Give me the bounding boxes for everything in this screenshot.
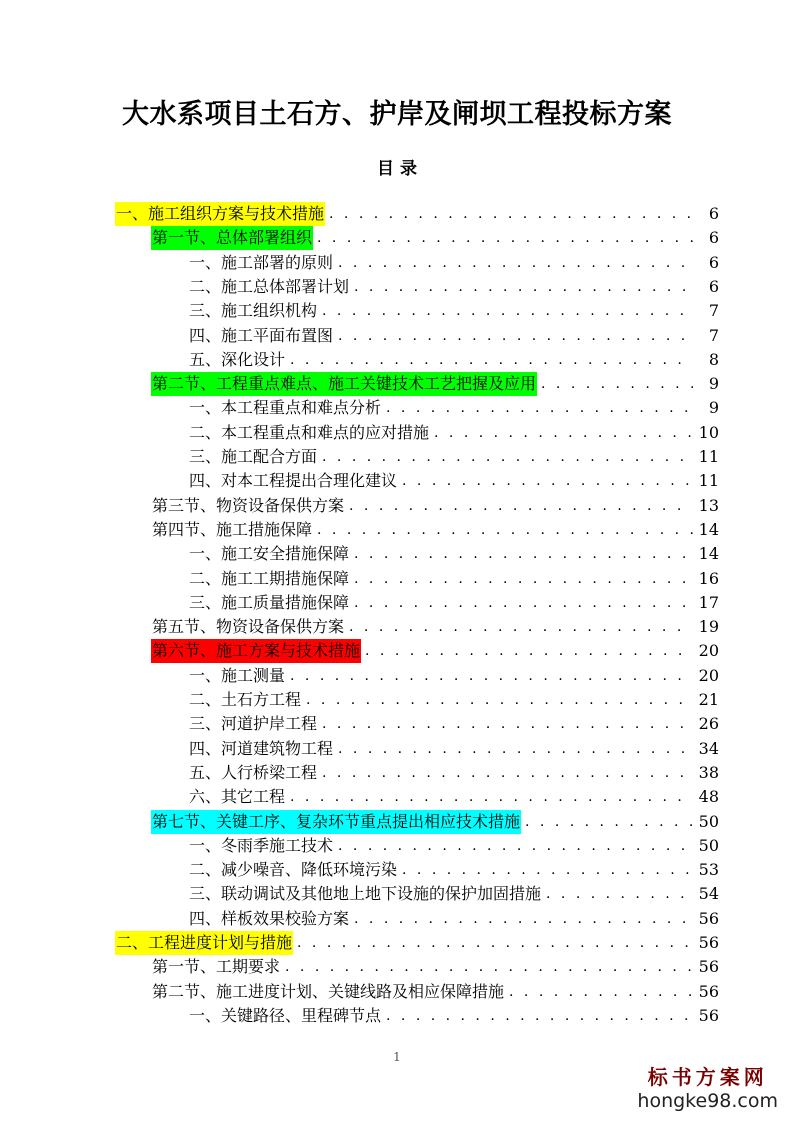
- toc-entry-label: 第二节、工程重点难点、施工关键技术工艺把握及应用: [151, 372, 537, 396]
- toc-leader-dots: [329, 202, 693, 226]
- toc-leader-dots: [338, 834, 693, 858]
- toc-entry-label: 第二节、施工进度计划、关键线路及相应保障措施: [152, 981, 505, 1001]
- toc-entry[interactable]: [188, 712, 719, 736]
- toc-leader-dots: [349, 494, 693, 518]
- toc-entry-page: 54: [698, 884, 719, 904]
- toc-heading: 目 录: [377, 159, 417, 179]
- toc-leader-dots: [365, 639, 693, 663]
- toc-leader-dots: [434, 421, 693, 445]
- watermark-logo: [637, 1061, 778, 1112]
- toc-entry-label: 第四节、施工措施保障: [152, 519, 313, 539]
- toc-entry[interactable]: [151, 639, 719, 663]
- toc-entry-page: 8: [708, 349, 719, 369]
- toc-leader-dots: [402, 469, 693, 493]
- toc-entry[interactable]: [188, 688, 719, 712]
- toc-entry-page: 10: [698, 422, 719, 442]
- toc-entry-label: 第七节、关键工序、复杂环节重点提出相应技术措施: [151, 810, 521, 834]
- toc-entry-page: 38: [698, 762, 719, 782]
- toc-entry-label: 第一节、工期要求: [152, 957, 281, 977]
- toc-leader-dots: [354, 907, 693, 931]
- toc-entry-page: 14: [698, 519, 719, 539]
- toc-entry[interactable]: [188, 542, 719, 566]
- toc-leader-dots: [338, 251, 693, 275]
- toc-entry-page: 56: [698, 957, 719, 977]
- toc-entry[interactable]: [188, 567, 719, 591]
- toc-entry[interactable]: [188, 785, 719, 809]
- toc-entry[interactable]: [151, 810, 719, 834]
- toc-leader-dots: [338, 737, 693, 761]
- toc-entry-page: 56: [698, 981, 719, 1001]
- toc-entry-label: 三、施工配合方面: [189, 447, 318, 466]
- toc-entry-page: 13: [698, 495, 719, 515]
- toc-entry-label: 第六节、施工方案与技术措施: [151, 639, 361, 663]
- toc-entry-page: 6: [708, 204, 719, 223]
- toc-entry-label: 四、对本工程提出合理化建议: [189, 471, 398, 491]
- toc-entry-page: 9: [708, 398, 719, 418]
- toc-entry-label: 三、施工质量措施保障: [189, 592, 350, 612]
- toc-leader-dots: [546, 882, 693, 906]
- toc-entry-label: 二、工程进度计划与措施: [115, 931, 293, 955]
- toc-entry-page: 6: [708, 252, 719, 272]
- toc-entry-label: 第一节、总体部署组织: [151, 226, 313, 250]
- toc-entry-label: 三、联动调试及其他地上地下设施的保护加固措施: [189, 884, 542, 904]
- toc-entry-label: 六、其它工程: [189, 787, 286, 807]
- toc-leader-dots: [402, 858, 693, 882]
- toc-leader-dots: [322, 445, 693, 469]
- toc-entry-page: 6: [708, 276, 719, 296]
- toc-entry-label: 二、施工工期措施保障: [189, 568, 350, 588]
- toc-entry[interactable]: [188, 1004, 719, 1028]
- toc-entry-label: 一、施工测量: [189, 665, 286, 685]
- toc-entry-label: 三、施工组织机构: [189, 301, 318, 321]
- toc-entry[interactable]: [151, 372, 719, 396]
- toc-entry-label: 一、关键路径、里程碑节点: [189, 1005, 382, 1025]
- toc-entry[interactable]: [151, 518, 719, 542]
- toc-entry[interactable]: [151, 980, 719, 1004]
- toc-leader-dots: [297, 931, 693, 955]
- toc-entry-label: 四、河道建筑物工程: [189, 738, 334, 758]
- toc-entry-label: 第三节、物资设备保供方案: [152, 495, 345, 515]
- watermark-url: hongke98.com: [637, 1090, 778, 1112]
- toc-entry-page: 34: [698, 738, 719, 758]
- toc-entry[interactable]: [151, 226, 719, 250]
- toc-entry-page: 11: [698, 471, 719, 491]
- toc-entry-page: 6: [708, 228, 719, 248]
- toc-entry[interactable]: [188, 275, 719, 299]
- toc-entry-label: 一、施工安全措施保障: [189, 544, 350, 564]
- toc-leader-dots: [290, 348, 693, 372]
- toc-entry-page: 21: [698, 690, 719, 709]
- toc-entry-label: 五、人行桥梁工程: [189, 762, 318, 782]
- toc-leader-dots: [386, 1004, 693, 1028]
- toc-entry[interactable]: [188, 834, 719, 858]
- toc-leader-dots: [317, 518, 693, 542]
- toc-entry-page: 7: [708, 325, 719, 345]
- toc-entry[interactable]: [188, 858, 719, 882]
- toc-entry-page: 14: [698, 544, 719, 564]
- toc-entry-page: 11: [698, 447, 719, 466]
- toc-leader-dots: [338, 324, 693, 348]
- toc-leader-dots: [290, 785, 693, 809]
- toc-entry-page: 9: [708, 374, 719, 394]
- toc-entry-label: 一、施工部署的原则: [189, 252, 334, 272]
- toc-entry[interactable]: [188, 469, 719, 493]
- toc-entry[interactable]: [188, 421, 719, 445]
- toc-entry-label: 三、河道护岸工程: [189, 714, 318, 734]
- toc-entry-label: 第五节、物资设备保供方案: [152, 617, 345, 637]
- page-number: 1: [393, 1050, 401, 1064]
- toc-entry-page: 19: [698, 617, 719, 637]
- toc-entry-page: 56: [698, 908, 719, 928]
- toc-entry-page: 20: [698, 665, 719, 685]
- toc-leader-dots: [290, 664, 693, 688]
- toc-entry-label: 二、土石方工程: [189, 690, 302, 709]
- toc-entry[interactable]: [188, 591, 719, 615]
- toc-entry[interactable]: [151, 494, 719, 518]
- toc-entry-page: 20: [698, 641, 719, 661]
- toc-entry-label: 二、施工总体部署计划: [189, 276, 350, 296]
- toc-leader-dots: [285, 955, 693, 979]
- toc-entry[interactable]: [115, 931, 719, 955]
- toc-entry[interactable]: [151, 955, 719, 979]
- toc-entry-page: 56: [698, 933, 719, 952]
- watermark-text: 标书方案网: [647, 1065, 768, 1089]
- toc-leader-dots: [354, 591, 693, 615]
- toc-entry[interactable]: [188, 907, 719, 931]
- toc-entry-page: 16: [698, 568, 719, 588]
- toc-entry[interactable]: [188, 299, 719, 323]
- toc-entry[interactable]: [188, 664, 719, 688]
- toc-entry-label: 四、施工平面布置图: [189, 325, 334, 345]
- toc-entry-page: 17: [698, 592, 719, 612]
- toc-leader-dots: [354, 542, 693, 566]
- toc-entry-label: 二、减少噪音、降低环境污染: [189, 860, 398, 880]
- toc-leader-dots: [322, 299, 693, 323]
- toc-entry-label: 四、样板效果校验方案: [189, 908, 350, 928]
- toc-leader-dots: [349, 615, 693, 639]
- toc-entry[interactable]: [188, 348, 719, 372]
- toc-entry-page: 53: [698, 860, 719, 880]
- toc-leader-dots: [525, 810, 693, 834]
- toc-entry[interactable]: [151, 615, 719, 639]
- toc-entry-label: 五、深化设计: [189, 349, 286, 369]
- toc-entry-page: 50: [698, 835, 719, 855]
- toc-leader-dots: [306, 688, 693, 712]
- toc-leader-dots: [509, 980, 693, 1004]
- toc-entry-page: 26: [698, 714, 719, 734]
- toc-entry-page: 50: [698, 811, 719, 831]
- toc-leader-dots: [322, 761, 693, 785]
- toc-entry-page: 7: [708, 301, 719, 321]
- toc-leader-dots: [541, 372, 693, 396]
- toc-entry[interactable]: [188, 396, 719, 420]
- toc-entry[interactable]: [188, 324, 719, 348]
- toc-entry-label: 一、冬雨季施工技术: [189, 835, 334, 855]
- toc-entry[interactable]: [188, 761, 719, 785]
- toc-leader-dots: [317, 226, 693, 250]
- toc-entry[interactable]: [188, 882, 719, 906]
- toc-entry-label: 二、本工程重点和难点的应对措施: [189, 422, 430, 442]
- toc-entry[interactable]: [115, 202, 719, 226]
- toc-entry[interactable]: [188, 251, 719, 275]
- toc-leader-dots: [354, 567, 693, 591]
- toc-leader-dots: [322, 712, 693, 736]
- toc-entry-page: 48: [698, 787, 719, 807]
- toc-entry[interactable]: [188, 445, 719, 469]
- toc-entry-label: 一、本工程重点和难点分析: [189, 398, 382, 418]
- toc-entry[interactable]: [188, 737, 719, 761]
- toc-entry-label: 一、施工组织方案与技术措施: [115, 202, 325, 226]
- toc-leader-dots: [354, 275, 693, 299]
- toc-entry-page: 56: [698, 1005, 719, 1025]
- document-title: 大水系项目土石方、护岸及闸坝工程投标方案: [122, 99, 672, 130]
- toc-leader-dots: [386, 396, 693, 420]
